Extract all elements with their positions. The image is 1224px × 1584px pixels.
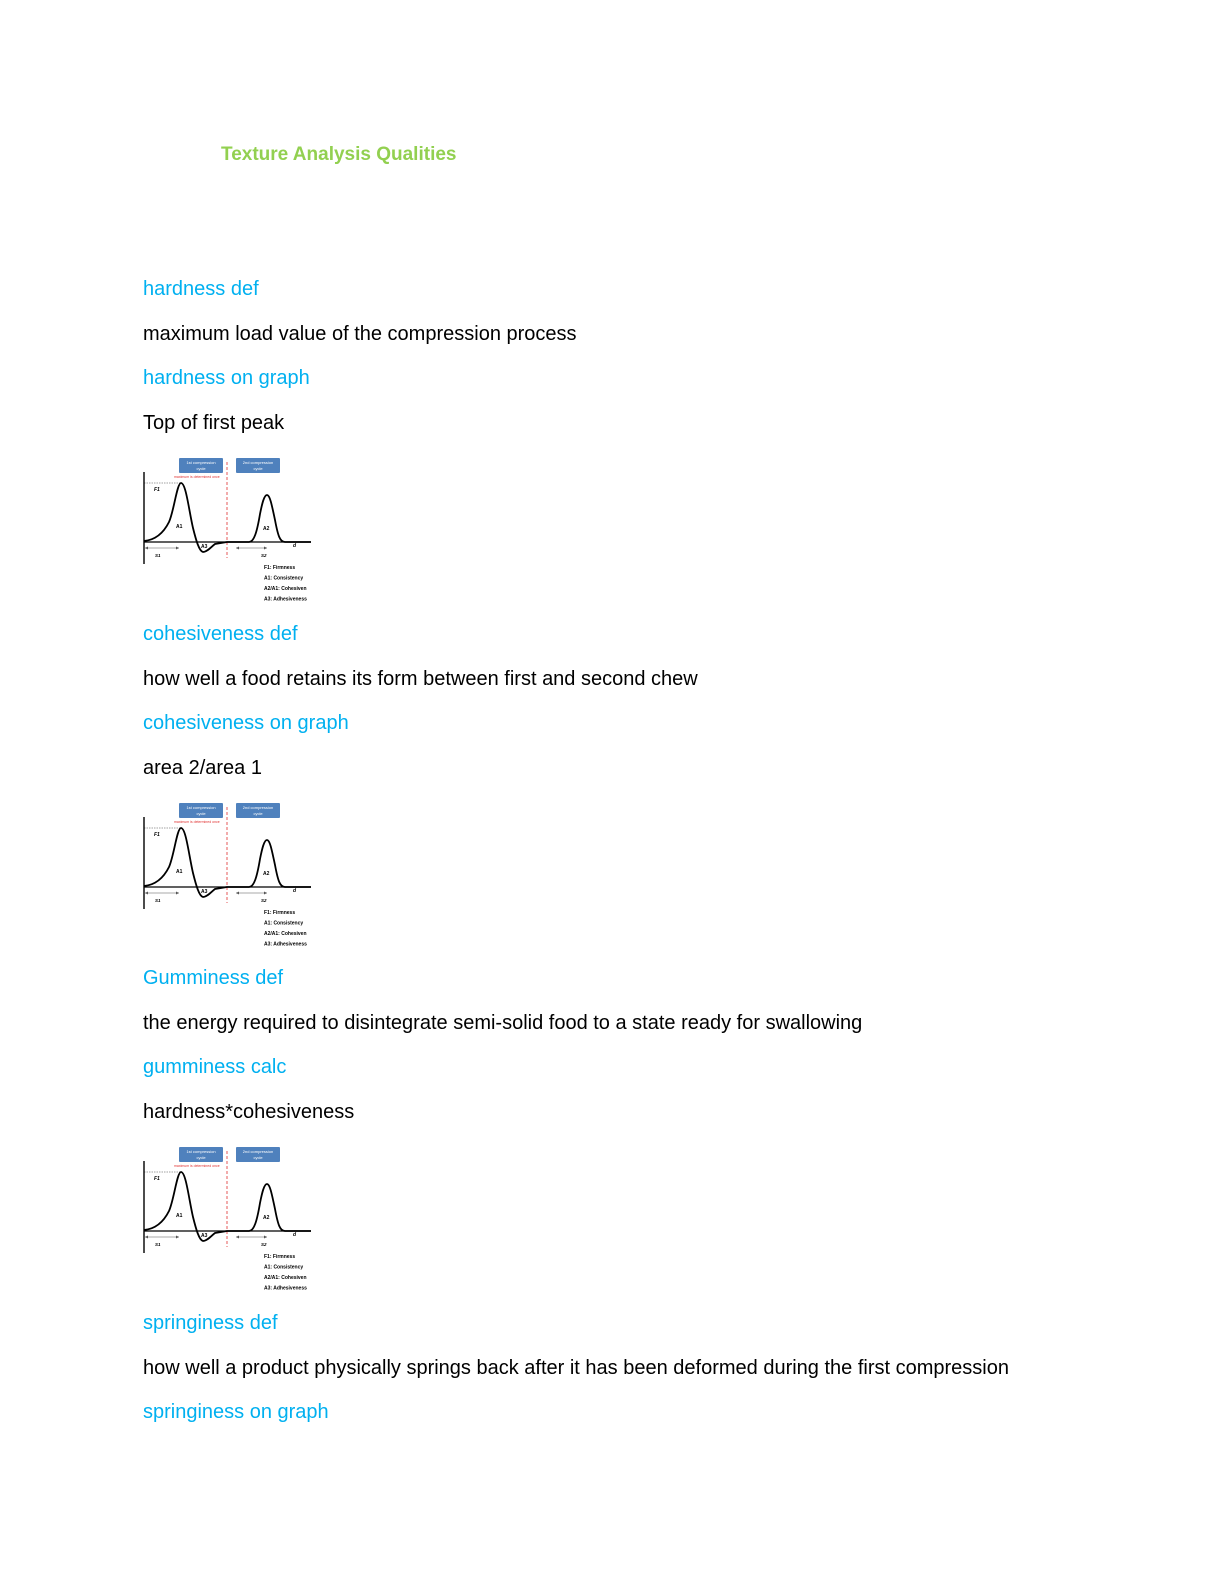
legend-adhesiveness: A3: Adhesiveness: [264, 941, 307, 948]
s2-label: S2: [261, 553, 267, 558]
cycle2-line2: cycle: [253, 811, 263, 816]
legend-consistency: A1: Consistency: [264, 1264, 304, 1271]
legend-firmness: F1: Firmness: [264, 910, 296, 916]
a3-label: A3: [201, 1233, 208, 1239]
gumminess-calc-heading: gumminess calc: [143, 1056, 287, 1078]
a1-label: A1: [176, 869, 183, 875]
springiness-def-heading: springiness def: [143, 1312, 278, 1334]
cohesiveness-def-text: how well a food retains its form between first and second chew: [143, 668, 698, 690]
springiness-graph-heading: springiness on graph: [143, 1401, 329, 1423]
cycle1-line2: cycle: [196, 811, 206, 816]
cycle2-line1: 2nd compression: [242, 460, 274, 465]
a1-label: A1: [176, 524, 183, 530]
page-title: Texture Analysis Qualities: [221, 144, 457, 165]
tpa-figure-2: [141, 801, 323, 949]
f1-label: F1: [154, 1176, 160, 1182]
legend-cohesiveness: A2/A1: Cohesiven: [264, 1275, 307, 1281]
cycle1-line2: cycle: [196, 1155, 206, 1160]
cycle1-line1: 1st compression: [186, 460, 216, 465]
cycle1-line1: 1st compression: [186, 805, 216, 810]
a2-label: A2: [263, 1215, 270, 1221]
gumminess-def-text: the energy required to disintegrate semi-solid food to a state ready for swallowing: [143, 1012, 863, 1034]
s2-label: S2: [261, 898, 267, 903]
cycle2-line1: 2nd compression: [242, 1149, 274, 1154]
max-note: maximum is determined once: [174, 820, 220, 824]
f1-label: F1: [154, 832, 160, 838]
hardness-graph-text: Top of first peak: [143, 412, 285, 434]
legend-adhesiveness: A3: Adhesiveness: [264, 1285, 307, 1292]
s1-label: S1: [155, 898, 161, 903]
cycle1-line2: cycle: [196, 466, 206, 471]
s1-label: S1: [155, 553, 161, 558]
f1-label: F1: [154, 487, 160, 493]
gumminess-calc-text: hardness*cohesiveness: [143, 1101, 355, 1123]
legend-consistency: A1: Consistency: [264, 575, 304, 582]
gumminess-def-heading: Gumminess def: [143, 967, 284, 989]
s1-label: S1: [155, 1242, 161, 1247]
d-label: d: [293, 888, 297, 894]
legend-cohesiveness: A2/A1: Cohesiven: [264, 931, 307, 937]
max-note: maximum is determined once: [174, 475, 220, 479]
cohesiveness-graph-text: area 2/area 1: [143, 757, 262, 779]
s2-label: S2: [261, 1242, 267, 1247]
hardness-def-text: maximum load value of the compression process: [143, 323, 577, 345]
max-note: maximum is determined once: [174, 1164, 220, 1168]
cycle2-line2: cycle: [253, 466, 263, 471]
cycle2-line1: 2nd compression: [242, 805, 274, 810]
legend-consistency: A1: Consistency: [264, 920, 304, 927]
tpa-figure-3: [141, 1145, 323, 1293]
a3-label: A3: [201, 889, 208, 895]
d-label: d: [293, 543, 297, 549]
a2-label: A2: [263, 526, 270, 532]
tpa-figure-1: [141, 456, 323, 604]
legend-firmness: F1: Firmness: [264, 1254, 296, 1260]
legend-adhesiveness: A3: Adhesiveness: [264, 596, 307, 603]
d-label: d: [293, 1232, 297, 1238]
hardness-def-heading: hardness def: [143, 278, 259, 300]
a2-label: A2: [263, 871, 270, 877]
cohesiveness-def-heading: cohesiveness def: [143, 623, 298, 645]
cycle2-line2: cycle: [253, 1155, 263, 1160]
cohesiveness-graph-heading: cohesiveness on graph: [143, 712, 349, 734]
legend-cohesiveness: A2/A1: Cohesiven: [264, 586, 307, 592]
cycle1-line1: 1st compression: [186, 1149, 216, 1154]
springiness-def-text: how well a product physically springs back after it has been deformed during the first compression: [143, 1357, 1009, 1379]
a1-label: A1: [176, 1213, 183, 1219]
hardness-graph-heading: hardness on graph: [143, 367, 310, 389]
a3-label: A3: [201, 544, 208, 550]
legend-firmness: F1: Firmness: [264, 565, 296, 571]
